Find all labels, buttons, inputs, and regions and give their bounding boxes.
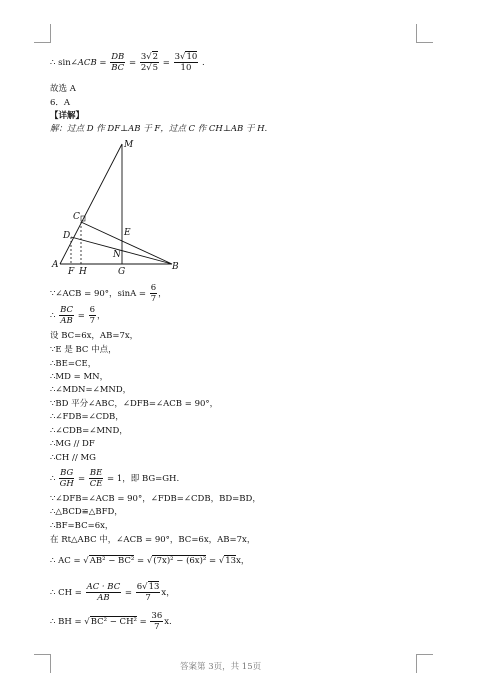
label-g: G [118,267,126,276]
step-2: ∴ $\frac{BC}{AB}$ = $\frac{6}{7}$ ， [50,305,106,326]
step-18: ∴ AC = √AB² − BC² = √(7x)² − (6x)² = √13x， [50,556,250,566]
fraction: $\frac{DB}{BC}$ [111,52,125,73]
label-h: H [79,267,87,276]
fraction: $\frac{3√2}{2√5}$ [140,52,159,73]
detail-heading: 【详解】 [50,111,85,121]
step-13: ∴ $\frac{BG}{GH}$ = $\frac{BE}{CE}$ = 1，即 BG=GH. [50,468,180,489]
label-f: F [68,267,75,276]
label-c: C [73,212,80,222]
step-4: ∵E 是 BC 中点， [50,345,117,355]
step-5: ∴BE=CE， [50,359,97,369]
step-10: ∴∠CDB=∠MND， [50,426,128,436]
crop-mark-bottom-right [416,654,433,673]
label-e: E [124,228,131,238]
page-footer: 答案第 3页，共 15页 [180,662,262,672]
label-m: M [124,140,134,150]
step-6: ∴MD = MN， [50,372,109,382]
step-3: 设 BC=6x，AB=7x， [50,331,139,341]
step-20: ∴ BH = √BC² − CH² = $\frac{36}{7}$ x. [50,611,172,632]
geometry-figure [50,136,190,276]
step-7: ∴∠MDN=∠MND， [50,385,132,395]
step-8: ∵BD 平分∠ABC，∠DFB=∠ACB = 90°， [50,399,219,409]
solution-intro: 解：过点 D 作 DF⊥AB 于 F，过点 C 作 CH⊥AB 于 H. [50,124,268,134]
step-15: ∴△BCD≌△BFD， [50,507,123,517]
step-19: ∴ CH = $\frac{AC \cdot BC}{AB}$ = $\frac{6√13}{7}$ x， [50,582,175,603]
label-d: D [63,231,71,241]
step-11: ∴MG // DF [50,439,95,449]
step-9: ∴∠FDB=∠CDB， [50,412,124,422]
sin-acb-equation: ∴ sin∠ACB = $\frac{DB}{BC}$ = $\frac{3√2}{2√5}$ = $\frac{3√10}{10}$ . [50,52,205,73]
step-17: 在 Rt△ABC 中，∠ACB = 90°，BC=6x，AB=7x， [50,535,256,545]
crop-mark-bottom-left [34,654,51,673]
fraction: $\frac{3√10}{10}$ [174,52,198,73]
label-b: B [172,262,179,272]
crop-mark-top-right [416,24,433,43]
crop-mark-top-left [34,24,51,43]
choose-answer: 故选 A [50,84,76,94]
question-number: 6．A [50,98,71,108]
step-14: ∵∠DFB=∠ACB = 90°，∠FDB=∠CDB，BD=BD， [50,494,261,504]
step-16: ∴BF=BC=6x， [50,521,114,531]
segment-am [60,144,122,264]
label-a: A [52,260,59,270]
label-n: N [113,250,121,260]
step-12: ∴CH // MG [50,453,96,463]
step-1: ∵∠ACB = 90°，sinA = $\frac{6}{7}$ ， [50,283,167,304]
